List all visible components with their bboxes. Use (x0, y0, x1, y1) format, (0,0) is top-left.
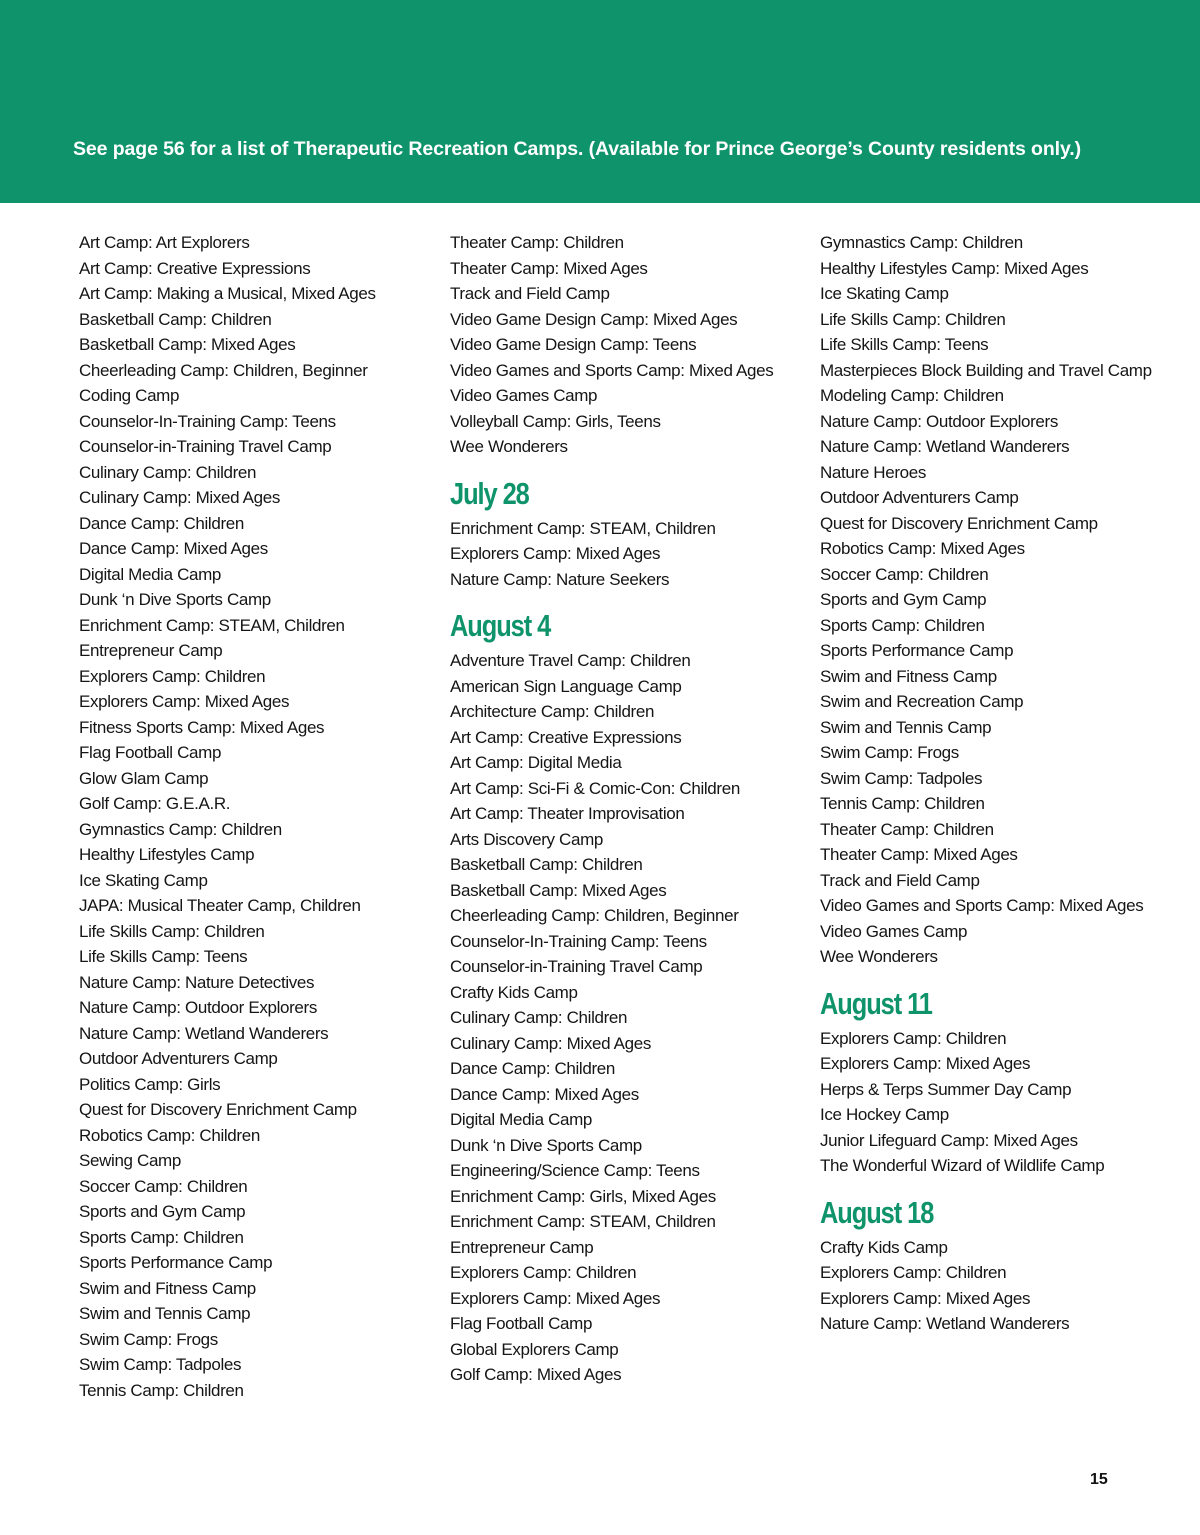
camp-list-item: Flag Football Camp (450, 1314, 593, 1333)
camp-list-item: Swim Camp: Frogs (820, 743, 959, 762)
camp-list-item: Nature Camp: Wetland Wanderers (820, 1314, 1070, 1333)
camp-list-item: Cheerleading Camp: Children, Beginner (79, 360, 368, 380)
camp-list-item: Art Camp: Digital Media (450, 753, 622, 772)
camp-list-item: Quest for Discovery Enrichment Camp (79, 1100, 357, 1119)
camp-list-item: Basketball Camp: Children (450, 855, 643, 874)
camp-list-item: Outdoor Adventurers Camp (79, 1049, 278, 1068)
camp-list-item: Art Camp: Sci-Fi & Comic-Con: Children (450, 778, 740, 798)
camp-list-august-18 (820, 1235, 1190, 1337)
camp-list-item: Wee Wonderers (820, 947, 938, 966)
camp-list-item: Culinary Camp: Children (450, 1008, 628, 1027)
camp-list-item: Swim and Recreation Camp (820, 692, 1024, 711)
camp-list-item: Basketball Camp: Children (79, 309, 272, 329)
camp-list-item: Video Games Camp (820, 921, 968, 941)
camp-list-july-28 (450, 516, 810, 593)
camp-list-item: Swim and Fitness Camp (820, 666, 997, 686)
camp-list-item: Quest for Discovery Enrichment Camp (820, 513, 1098, 533)
camp-list-item: Nature Camp: Wetland Wanderers (79, 1023, 329, 1043)
camp-list-item: Swim Camp: Frogs (79, 1329, 218, 1349)
camp-list-item: Adventure Travel Camp: Children (450, 651, 691, 670)
camp-list-item: Explorers Camp: Mixed Ages (450, 1288, 661, 1308)
camp-list-item: Coding Camp (79, 386, 180, 405)
camp-list-item: Video Games and Sports Camp: Mixed Ages (820, 896, 1144, 915)
camp-list-item: Herps & Terps Summer Day Camp (820, 1079, 1072, 1099)
column-3 (820, 230, 1190, 1337)
camp-list-item: Track and Field Camp (820, 870, 980, 890)
camp-list-item: Swim Camp: Tadpoles (820, 768, 983, 788)
camp-list-item: Ice Skating Camp (79, 870, 208, 890)
camp-list-item: Gymnastics Camp: Children (79, 819, 282, 839)
camp-list-item: Nature Camp: Outdoor Explorers (820, 411, 1058, 431)
camp-list-item: Sports Camp: Children (820, 615, 985, 635)
camp-list-item: Robotics Camp: Mixed Ages (820, 539, 1025, 558)
column-2 (450, 230, 810, 1388)
camp-list-item: Culinary Camp: Mixed Ages (450, 1033, 652, 1053)
camp-list-item: Fitness Sports Camp: Mixed Ages (79, 717, 325, 737)
date-heading-august-11: August 11 (820, 985, 932, 1021)
camp-list-item: Crafty Kids Camp (450, 982, 578, 1002)
camp-list-august-11 (820, 1026, 1190, 1179)
camp-list-item: Explorers Camp: Children (820, 1028, 1007, 1048)
camp-list-item: Sewing Camp (79, 1151, 181, 1170)
camp-list-item: Explorers Camp: Children (450, 1263, 637, 1282)
camp-list-item: Tennis Camp: Children (79, 1380, 244, 1400)
camp-list-item: Arts Discovery Camp (450, 829, 603, 849)
camp-list-item: Nature Camp: Nature Seekers (450, 569, 670, 589)
camp-list-item: Junior Lifeguard Camp: Mixed Ages (820, 1130, 1078, 1150)
camp-list-item: Enrichment Camp: Girls, Mixed Ages (450, 1186, 716, 1206)
camp-list-item: Theater Camp: Children (450, 233, 624, 252)
section-july-28 (450, 476, 810, 593)
therapeutic-recreation-note: See page 56 for a list of Therapeutic Recreation Camps. (Available for Prince George’s County residents only.) (73, 138, 1081, 160)
camp-list-item: Dance Camp: Children (79, 513, 244, 533)
camp-list (79, 230, 439, 1403)
camp-list-item: Theater Camp: Children (820, 819, 994, 839)
section-august-18 (820, 1195, 1190, 1337)
camp-list-item: Explorers Camp: Mixed Ages (820, 1054, 1031, 1073)
camp-list-item: Glow Glam Camp (79, 768, 209, 788)
camp-list-item: Swim and Fitness Camp (79, 1278, 256, 1298)
camp-list-item: Healthy Lifestyles Camp (79, 845, 255, 864)
column-1 (79, 230, 439, 1403)
camp-list-item: Golf Camp: Mixed Ages (450, 1365, 622, 1384)
camp-list-item: Soccer Camp: Children (820, 564, 989, 584)
camp-list-item: Sports Performance Camp (820, 641, 1014, 660)
camp-list-item: Dance Camp: Mixed Ages (79, 539, 268, 558)
camp-list-item: Digital Media Camp (450, 1110, 593, 1129)
camp-list-item: Track and Field Camp (450, 284, 610, 303)
camp-list-continued (450, 230, 810, 460)
camp-list-item: Life Skills Camp: Teens (79, 947, 248, 966)
camp-list-item: Gymnastics Camp: Children (820, 233, 1023, 252)
camp-list-item: Basketball Camp: Mixed Ages (79, 335, 296, 354)
header-banner (0, 0, 1200, 203)
camp-list-item: Dunk ‘n Dive Sports Camp (450, 1135, 642, 1155)
camp-list-item: Politics Camp: Girls (79, 1074, 221, 1094)
date-heading-august-18: August 18 (820, 1194, 934, 1230)
camp-list-item: Crafty Kids Camp (820, 1237, 948, 1257)
camp-list-item: Enrichment Camp: STEAM, Children (79, 615, 345, 635)
camp-list-item: The Wonderful Wizard of Wildlife Camp (820, 1156, 1105, 1175)
camp-list-item: Cheerleading Camp: Children, Beginner (450, 906, 739, 925)
date-heading-august-4: August 4 (450, 608, 551, 643)
camp-list-item: Life Skills Camp: Teens (820, 335, 989, 354)
camp-list-item: Sports and Gym Camp (79, 1202, 246, 1221)
camp-list-item: Volleyball Camp: Girls, Teens (450, 411, 661, 431)
camp-list-item: Entrepreneur Camp (79, 641, 223, 660)
camp-list-item: Video Games Camp (450, 386, 598, 405)
camp-list-item: Wee Wonderers (450, 437, 568, 456)
camp-list-item: Entrepreneur Camp (450, 1237, 594, 1257)
section-august-11 (820, 986, 1190, 1179)
camp-list-item: Healthy Lifestyles Camp: Mixed Ages (820, 258, 1089, 278)
page-number: 15 (1090, 1471, 1108, 1488)
date-heading-july-28: July 28 (450, 475, 529, 511)
camp-list-item: Life Skills Camp: Children (820, 309, 1006, 329)
camp-list-item: Basketball Camp: Mixed Ages (450, 880, 667, 900)
camp-list-item: Sports and Gym Camp (820, 590, 987, 609)
camp-list-item: JAPA: Musical Theater Camp, Children (79, 896, 361, 915)
camp-list-item: Life Skills Camp: Children (79, 921, 265, 941)
camp-list-item: Dance Camp: Children (450, 1059, 615, 1078)
camp-list-item: Nature Camp: Outdoor Explorers (79, 998, 317, 1017)
camp-list-item: Theater Camp: Mixed Ages (450, 258, 648, 278)
camp-list-continued (820, 230, 1190, 970)
camp-list-item: Video Game Design Camp: Mixed Ages (450, 309, 738, 329)
camp-list-item: Video Game Design Camp: Teens (450, 335, 697, 354)
camp-list-item: Global Explorers Camp (450, 1339, 619, 1359)
camp-list-item: Counselor-In-Training Camp: Teens (450, 931, 707, 951)
camp-list-item: Art Camp: Art Explorers (79, 233, 250, 252)
camp-list-item: Swim Camp: Tadpoles (79, 1355, 242, 1374)
camp-list-item: Art Camp: Creative Expressions (450, 727, 682, 747)
camp-list-item: Tennis Camp: Children (820, 794, 985, 813)
camp-list-item: Masterpieces Block Building and Travel Camp (820, 360, 1152, 380)
camp-list-item: Culinary Camp: Children (79, 462, 257, 482)
camp-list-item: Art Camp: Making a Musical, Mixed Ages (79, 284, 376, 303)
camp-list-item: Golf Camp: G.E.A.R. (79, 794, 231, 813)
camp-list-item: Flag Football Camp (79, 743, 222, 762)
section-august-4 (450, 608, 810, 1388)
camp-list-item: Explorers Camp: Mixed Ages (79, 692, 290, 711)
camp-list-item: Counselor-in-Training Travel Camp (79, 437, 332, 456)
camp-list-item: Culinary Camp: Mixed Ages (79, 488, 281, 507)
camp-list-item: American Sign Language Camp (450, 676, 682, 696)
camp-list-item: Explorers Camp: Mixed Ages (820, 1288, 1031, 1308)
camp-list-item: Theater Camp: Mixed Ages (820, 845, 1018, 864)
camp-list-item: Digital Media Camp (79, 564, 222, 584)
camp-list-item: Nature Camp: Wetland Wanderers (820, 437, 1070, 456)
camp-list-item: Explorers Camp: Children (820, 1263, 1007, 1282)
camp-list-item: Nature Camp: Nature Detectives (79, 972, 315, 992)
camp-list-item: Swim and Tennis Camp (79, 1304, 251, 1323)
camp-list-august-4 (450, 648, 810, 1388)
camp-list-item: Ice Hockey Camp (820, 1105, 949, 1124)
camp-list-item: Counselor-In-Training Camp: Teens (79, 411, 336, 431)
camp-list-item: Counselor-in-Training Travel Camp (450, 957, 703, 976)
camp-list-item: Sports Camp: Children (79, 1227, 244, 1247)
camp-list-item: Engineering/Science Camp: Teens (450, 1161, 700, 1180)
camp-list-item: Ice Skating Camp (820, 284, 949, 303)
camp-list-item: Explorers Camp: Mixed Ages (450, 544, 661, 563)
camp-list-item: Modeling Camp: Children (820, 386, 1004, 405)
camp-list-item: Enrichment Camp: STEAM, Children (450, 518, 716, 538)
camp-list-item: Robotics Camp: Children (79, 1125, 260, 1145)
camp-list-item: Explorers Camp: Children (79, 666, 266, 686)
camp-list-item: Architecture Camp: Children (450, 702, 655, 721)
camp-list-item: Art Camp: Creative Expressions (79, 258, 311, 278)
camp-list-item: Outdoor Adventurers Camp (820, 488, 1019, 507)
camp-list-item: Enrichment Camp: STEAM, Children (450, 1212, 716, 1231)
camp-list-item: Dance Camp: Mixed Ages (450, 1084, 639, 1104)
camp-list-item: Swim and Tennis Camp (820, 717, 992, 737)
camp-list-item: Dunk ‘n Dive Sports Camp (79, 590, 271, 609)
camp-list-item: Nature Heroes (820, 462, 926, 482)
camp-list-item: Sports Performance Camp (79, 1253, 273, 1272)
camp-list-item: Art Camp: Theater Improvisation (450, 804, 685, 823)
camp-list-item: Soccer Camp: Children (79, 1176, 248, 1196)
camp-list-item: Video Games and Sports Camp: Mixed Ages (450, 360, 774, 380)
